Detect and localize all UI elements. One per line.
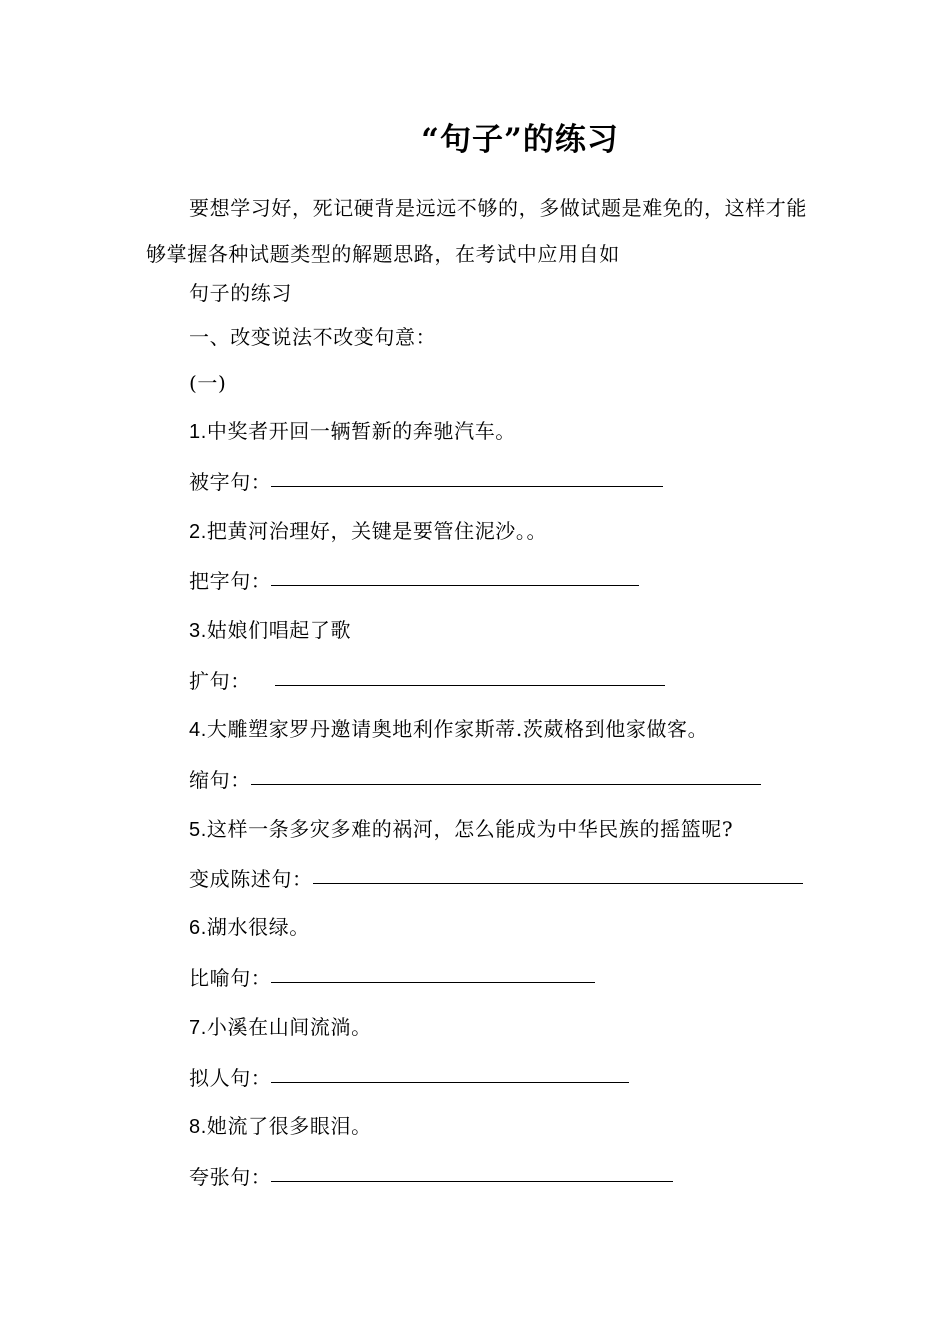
subtitle: 句子的练习 (189, 281, 292, 305)
answer-prompt: 被字句： (189, 470, 272, 494)
exercise-text: 湖水很绿。 (206, 915, 310, 939)
exercise-text: 小溪在山间流淌。 (206, 1015, 372, 1039)
exercise-number: 7. (189, 1017, 207, 1039)
exercise-number: 5. (189, 819, 207, 841)
exercise-number: 3. (189, 620, 207, 642)
answer-blank[interactable] (271, 1159, 673, 1182)
exercise-6-sentence (189, 912, 310, 943)
exercise-3-sentence (189, 615, 351, 646)
answer-blank[interactable] (271, 960, 595, 983)
exercise-text: 大雕塑家罗丹邀请奥地利作家斯蒂.茨葳格到他家做客。 (206, 717, 709, 741)
exercise-text: 姑娘们唱起了歌 (206, 618, 352, 642)
answer-prompt: 拟人句： (189, 1066, 272, 1090)
exercise-6-answer (189, 962, 595, 993)
exercise-text: 把黄河治理好，关键是要管住泥沙。。 (206, 519, 548, 543)
subsection-label: (一) (189, 371, 227, 395)
intro-paragraph: 要想学习好，死记硬背是远远不够的，多做试题是难免的，这样才能够掌握各种试题类型的解题思路，在考试中应用自如 (146, 196, 807, 266)
exercise-number: 8. (189, 1116, 207, 1138)
exercise-3-answer (189, 665, 665, 696)
answer-prompt: 变成陈述句： (189, 867, 313, 891)
answer-blank[interactable] (251, 762, 761, 785)
exercise-4-sentence (189, 714, 708, 745)
exercise-2-sentence (189, 516, 547, 547)
answer-blank[interactable] (275, 663, 665, 686)
exercise-text: 中奖者开回一辆暂新的奔驰汽车。 (206, 419, 516, 443)
exercise-5-sentence (189, 814, 733, 845)
answer-prompt: 比喻句： (189, 966, 272, 990)
exercise-text: 这样一条多灾多难的祸河，怎么能成为中华民族的摇篮呢? (206, 817, 734, 841)
exercise-1-sentence (189, 416, 516, 447)
exercise-5-answer (189, 863, 803, 894)
exercise-8-answer (189, 1161, 673, 1192)
answer-prompt: 夸张句： (189, 1165, 272, 1189)
exercise-number: 2. (189, 521, 207, 543)
exercise-1-answer (189, 466, 663, 497)
answer-prompt: 把字句： (189, 569, 272, 593)
answer-blank[interactable] (313, 861, 803, 884)
exercise-7-sentence (189, 1012, 372, 1043)
exercise-4-answer (189, 764, 761, 795)
answer-prompt: 缩句： (189, 768, 251, 792)
exercise-number: 4. (189, 719, 207, 741)
exercise-number: 6. (189, 917, 207, 939)
exercise-8-sentence (189, 1111, 372, 1142)
answer-blank[interactable] (271, 563, 639, 586)
exercise-number: 1. (189, 421, 207, 443)
exercise-2-answer (189, 565, 639, 596)
section-heading: 一、改变说法不改变句意： (189, 325, 437, 349)
document-title: “句子”的练习 (421, 122, 619, 158)
answer-blank[interactable] (271, 1060, 629, 1083)
answer-prompt: 扩句： (189, 669, 251, 693)
exercise-7-answer (189, 1062, 629, 1093)
exercise-text: 她流了很多眼泪。 (206, 1114, 372, 1138)
answer-blank[interactable] (271, 464, 663, 487)
